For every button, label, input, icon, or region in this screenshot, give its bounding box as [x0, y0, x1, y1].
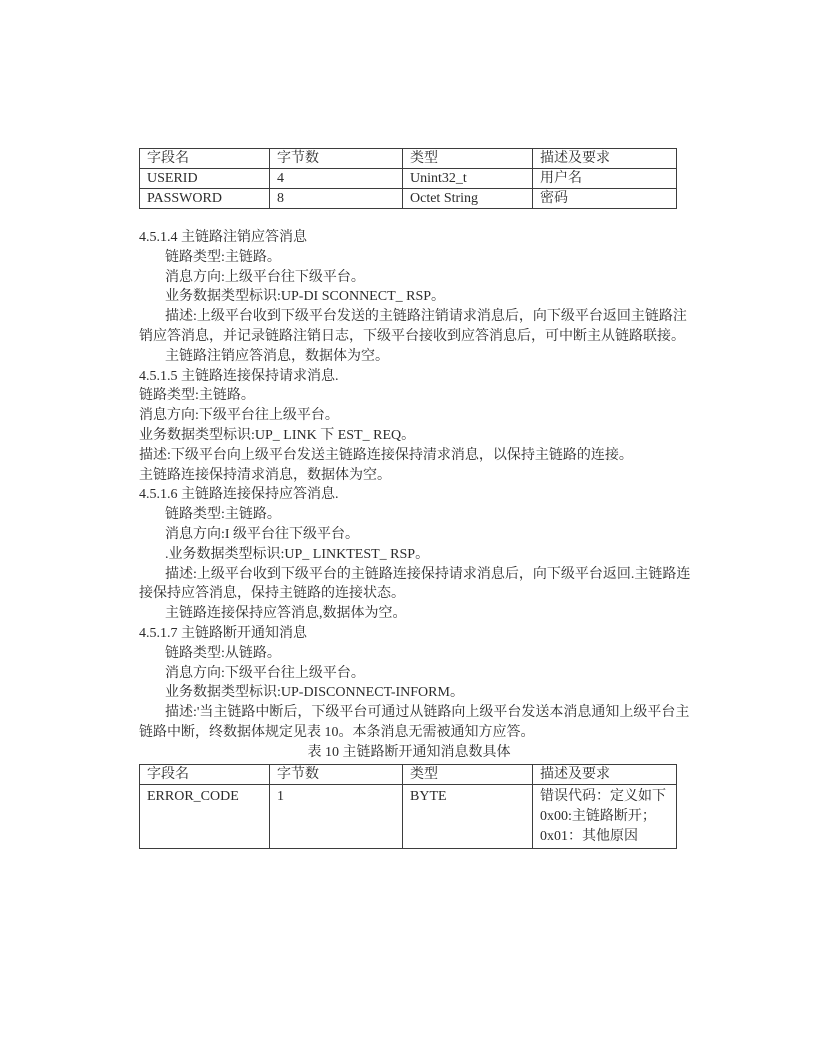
table-row [140, 189, 677, 209]
doc-line: 消息方向:上级平台往下级平台。 [165, 269, 365, 285]
doc-line: 链路类型:主链路。 [165, 507, 281, 523]
table-header-row [140, 764, 677, 784]
doc-line: 业务数据类型标识:UP-DISCONNECT-INFORM。 [165, 685, 464, 701]
doc-line: 描述:'当主链路中断后，下级平台可通过从链路向上级平台发送本消息通知上级平台主 [165, 705, 690, 721]
table-cell: 1 [270, 784, 403, 848]
doc-line: 链路类型:主链路。 [165, 249, 281, 265]
doc-line: 业务数据类型标识:UP-DI SCONNECT_ RSP。 [165, 289, 446, 305]
doc-line: 描述:上级平台收到下级平台发送的主链路注销请求消息后，向下级平台返回主链路注 [165, 309, 687, 325]
table-cell: 用户名 [533, 169, 677, 189]
doc-line: 主链路注销应答消息，数据体为空。 [165, 348, 389, 364]
column-header: 类型 [403, 149, 533, 169]
table-cell: 8 [270, 189, 403, 209]
doc-line: 链路类型:从链路。 [165, 645, 281, 661]
cell-line: 错误代码：定义如下 [540, 788, 666, 804]
column-header: 字段名 [140, 764, 270, 784]
doc-line: 销应答消息，并记录链路注销日志，下级平台接收到应答消息后，可中断主从链路联接。 [139, 328, 685, 344]
doc-line: 链路中断，终数据体规定见表 10。本条消息无需被通知方应答。 [139, 724, 535, 740]
table-cell [533, 784, 677, 848]
disconnect-inform-table [139, 764, 677, 849]
table-cell: ERROR_CODE [140, 784, 270, 848]
table-cell: Unint32_t [403, 169, 533, 189]
column-header: 字节数 [270, 764, 403, 784]
doc-line: 4.5.1.4 主链路注销应答消息 [139, 230, 307, 245]
column-header: 字节数 [270, 149, 403, 169]
doc-line: 链路类型:主链路。 [139, 388, 255, 404]
doc-line: 消息方向:下级平台往上级平台。 [139, 408, 339, 424]
table-cell: Octet String [403, 189, 533, 209]
doc-line: 描述:上级平台收到下级平台的主链路连接保持请求消息后，向下级平台返回.主链路连 [165, 566, 691, 582]
table-cell: 密码 [533, 189, 677, 209]
cell-line: 0x01：其他原因 [540, 829, 638, 845]
login-fields-table [139, 148, 677, 209]
doc-line: .业务数据类型标识:UP_ LINKTEST_ RSP。 [165, 546, 430, 562]
doc-line: 消息方向:I 级平台往下级平台。 [165, 526, 360, 542]
doc-line: 4.5.1.5 主链路连接保持请求消息. [139, 368, 339, 384]
table-row [140, 784, 677, 848]
column-header: 描述及要求 [533, 764, 677, 784]
doc-line: 主链路连接保持应答消息,数据体为空。 [165, 606, 407, 622]
doc-line: 消息方向:下级平台往上级平台。 [165, 665, 365, 681]
table-cell: PASSWORD [140, 189, 270, 209]
document-text [139, 228, 691, 849]
table-caption: 表 10 主链路断开通知消息数具体 [307, 744, 511, 760]
table-cell: 4 [270, 169, 403, 189]
cell-line: 0x00:主链路断开； [540, 808, 656, 824]
doc-line: 4.5.1.7 主链路断开通知消息 [139, 625, 307, 641]
column-header: 描述及要求 [533, 149, 677, 169]
table-cell: USERID [140, 169, 270, 189]
column-header: 类型 [403, 764, 533, 784]
table-row [140, 169, 677, 189]
table-header-row [140, 149, 677, 169]
table-cell: BYTE [403, 784, 533, 848]
section-lines [139, 228, 691, 743]
column-header: 字段名 [140, 149, 270, 169]
doc-line: 4.5.1.6 主链路连接保持应答消息. [139, 487, 339, 503]
doc-line: 主链路连接保持清求消息，数据体为空。 [139, 467, 391, 483]
doc-line: 描述:下级平台向上级平台发送主链路连接保持清求消息，以保持主链路的连接。 [139, 447, 633, 463]
doc-line: 业务数据类型标识:UP_ LINK 下 EST_ REQ。 [139, 427, 416, 443]
doc-line: 接保持应答消息，保持主链路的连接状态。 [139, 586, 405, 602]
